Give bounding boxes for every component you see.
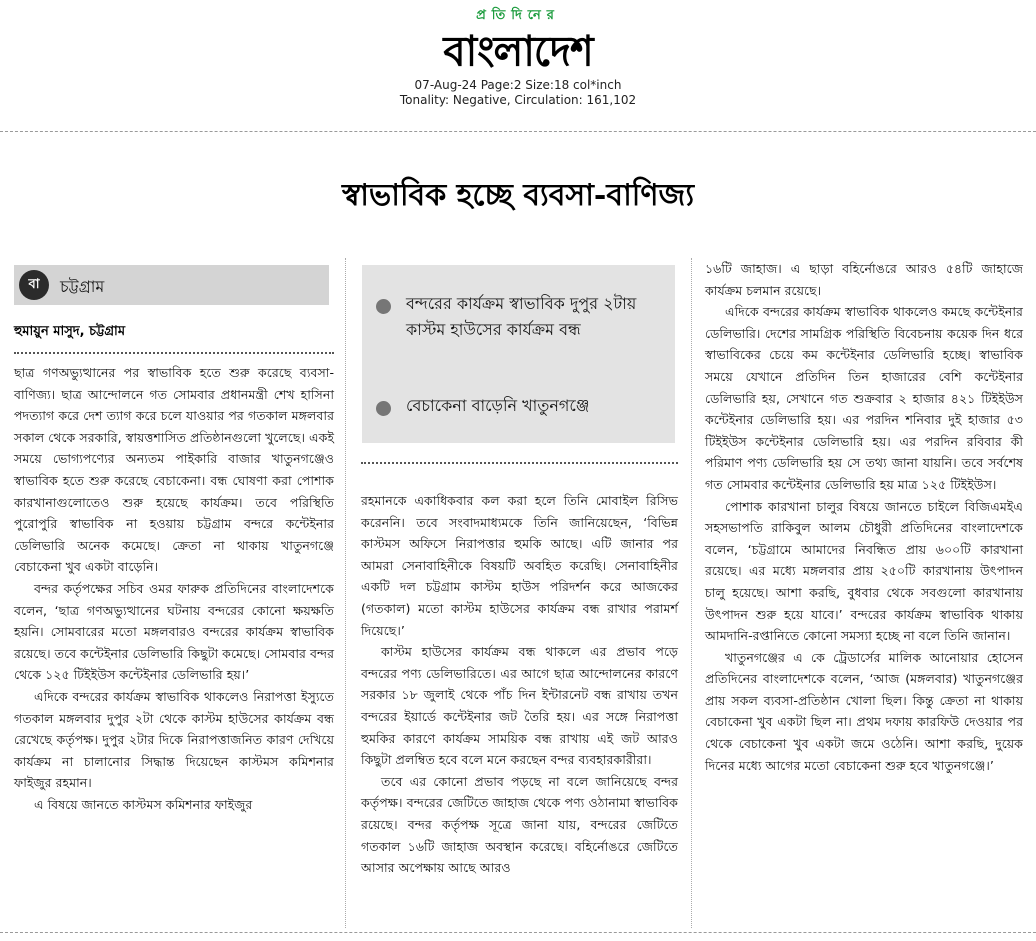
masthead — [0, 0, 1036, 112]
highlight-text: বন্দরের কার্যক্রম স্বাভাবিক দুপুর ২টায় কাস্টম হাউসের কার্যক্রম বন্ধ — [406, 294, 637, 339]
paragraph: কাস্টম হাউসের কার্যক্রম বন্ধ থাকলে এর প্রভাব পড়ে বন্দরের পণ্য ডেলিভারিতে। এর আগে ছাত্র আন্দোলনের কারণে সরকার ১৮ জুলাই থেকে পাঁচ দিন ইন্টারনেট বন্ধ রাখায় তখন বন্দরের ইয়ার্ডে কন্টেইনার জট তৈরি হয়। এর সঙ্গে নিরাপত্তা হুমকির কারণে কার্যক্রম সাময়িক বন্ধ রাখায় এই জট আরও কিছুটা প্রলম্বিত হবে বলে মনে করছেন বন্দর ব্যবহারকারীরা। — [361, 644, 678, 768]
paragraph: তবে এর কোনো প্রভাব পড়ছে না বলে জানিয়েছে বন্দর কর্তৃপক্ষ। বন্দরের জেটিতে জাহাজ থেকে পণ্য ওঠানামা স্বাভাবিক রয়েছে। বন্দর কর্তৃপক্ষ সূত্রে জানা যায়, বন্দরের জেটিতে গতকাল ১৬টি জাহাজ অবস্থান করেছে। বহির্নোঙরে জেটিতে আসার অপেক্ষায় আছে আরও — [361, 773, 678, 876]
paragraph: খাতুনগঞ্জের এ কে ট্রেডার্সের মালিক আনোয়ার হোসেন প্রতিদিনের বাংলাদেশকে বলেন, ‘আজ (মঙ্গলবার) খাতুনগঞ্জের প্রায় সকল ব্যবসা-প্রতিষ্ঠান খোলা ছিল। কিন্তু ক্রেতা না থাকায় বেচাকেনা খুব একটা ছিল না। প্রথম দফায় কারফিউ দেওয়ার পর থেকে বেচাকেনা খুব একটা জমে ওঠেনি। আশা করছি, দুয়েক দিনের মধ্যে আগের মতো বেচাকেনা শুরু হবে খাতুনগঞ্জে।’ — [705, 649, 1023, 773]
highlight-text: বেচাকেনা বাড়েনি খাতুনগঞ্জে — [406, 396, 590, 415]
article-column-3 — [705, 258, 1023, 776]
paragraph: রহমানকে একাধিকবার কল করা হলে তিনি মোবাইল রিসিভ করেননি। তবে সংবাদমাধ্যমকে তিনি জানিয়েছেন, ‘বিভিন্ন কাস্টমস অফিসে নিরাপত্তার হুমকি আছে। এটি জানার পর আমরা সেনাবাহিনীকে বিষয়টি অবহিত করেছি। সেনাবাহিনীর একটি দল চট্টগ্রাম কাস্টম হাউস পরিদর্শন করে আজকের (গতকাল) মতো কাস্টম হাউসের কার্যক্রম বন্ধ রাখার পরামর্শ দিয়েছে।’ — [361, 493, 678, 638]
paragraph: ছাত্র গণঅভ্যুত্থানের পর স্বাভাবিক হতে শুরু করেছে ব্যবসা-বাণিজ্য। ছাত্র আন্দোলনে গত সোমবার প্রধানমন্ত্রী শেখ হাসিনা পদত্যাগ করে দেশ ত্যাগ করে চলে যাওয়ার পর গতকাল মঙ্গলবার সকাল থেকে সরকারি, স্বায়ত্তশাসিত প্রতিষ্ঠানগুলো খুলেছে। একই সময়ে ভোগ্যপণ্যের অন্যতম পাইকারি বাজার খাতুনগঞ্জেও স্বাভাবিক হতে শুরু করেছে বেচাকেনা। বন্ধ ঘোষণা করা পোশাক কারখানাগুলোতেও শুরু হয়েছে কার্যক্রম। তবে পরিস্থিতি পুরোপুরি স্বাভাবিক না হওয়ায় চট্টগ্রাম বন্দরে কন্টেইনার ডেলিভারি অনেক কমেছে। ক্রেতা না থাকায় খাতুনগঞ্জে বেচাকেনা খুব একটা বাড়েনি। — [14, 365, 334, 575]
column-divider-2 — [691, 258, 692, 928]
dateline-badge: বা — [19, 270, 49, 300]
clip-meta-tonality: Tonality: Negative, Circulation: 161,102 — [399, 93, 637, 107]
bottom-divider — [0, 932, 1036, 933]
column-divider-1 — [345, 258, 346, 928]
byline: হুমায়ুন মাসুদ, চট্টগ্রাম — [14, 324, 126, 339]
highlights-divider — [361, 462, 678, 464]
paragraph: এদিকে বন্দরের কার্যক্রম স্বাভাবিক থাকলেও নিরাপত্তা ইস্যুতে গতকাল মঙ্গলবার দুপুর ২টা থেকে কাস্টম হাউসের কার্যক্রম বন্ধ রেখেছে কর্তৃপক্ষ। দুপুর ২টার দিকে নিরাপত্তাজনিত কারণ দেখিয়ে কার্যক্রম না চালানোর সিদ্ধান্ত দিয়েছেন কাস্টমস কমিশনার ফাইজুর রহমান। — [14, 688, 334, 791]
article-column-1 — [14, 362, 334, 815]
newspaper-kicker: প্রতিদিনের — [476, 8, 560, 23]
bullet-icon — [376, 299, 391, 314]
byline-divider — [14, 352, 334, 354]
top-divider — [0, 131, 1036, 132]
bullet-icon — [376, 401, 391, 416]
paragraph: এ বিষয়ে জানতে কাস্টমস কমিশনার ফাইজুর — [34, 796, 253, 812]
paragraph: এদিকে বন্দরের কার্যক্রম স্বাভাবিক থাকলেও কমছে কন্টেইনার ডেলিভারি। দেশের সামগ্রিক পরিস্থিতি বিবেচনায় কয়েক দিন ধরে স্বাভাবিকের চেয়ে কম কন্টেইনার ডেলিভারি হচ্ছে। স্বাভাবিক সময়ে যেখানে প্রতিদিন তিন হাজারের বেশি কন্টেইনার ডেলিভারি হয়, সেখানে গত শুক্রবার ২ হাজার ৪২১ টিইইউস কন্টেইনার ডেলিভারি হয়। এর পরদিন শনিবার দুই হাজার ৫৩ টিইইউস কন্টেইনার ডেলিভারি হয়। এর পরদিন রবিবার কী পরিমাণ পণ্য ডেলিভারি হয় সে তথ্য জানা যায়নি। তবে সর্বশেষ গত সোমবার কন্টেইনার ডেলিভারি হয় মাত্র ১২৫ টিইইউস। — [705, 304, 1023, 492]
dateline-bar — [14, 265, 329, 305]
article-headline: স্বাভাবিক হচ্ছে ব্যবসা-বাণিজ্য — [341, 178, 695, 213]
paragraph: পোশাক কারখানা চালুর বিষয়ে জানতে চাইলে বিজিএমইএ সহসভাপতি রাকিবুল আলম চৌধুরী প্রতিদিনের বাংলাদেশকে বলেন, ‘চট্টগ্রামে আমাদের নিবন্ধিত প্রায় ৬০০টি কারখানা রয়েছে। এর মধ্যে মঙ্গলবার প্রায় ২৫০টি কারখানায় উৎপাদন চালু হয়েছে। আশা করছি, বুধবার থেকে সবগুলো কারখানায় উৎপাদন শুরু হয়ে যাবে।’ বন্দরের কার্যক্রম স্বাভাবিক থাকায় আমদানি-রপ্তানিতে কোনো সমস্যা হচ্ছে না বলে তিনি জানান। — [705, 498, 1023, 644]
paragraph: বন্দর কর্তৃপক্ষের সচিব ওমর ফারুক প্রতিদিনের বাংলাদেশকে বলেন, ‘ছাত্র গণঅভ্যুত্থানের ঘটনায় বন্দরের কোনো ক্ষয়ক্ষতি হয়নি। সোমবারের মতো মঙ্গলবারও বন্দরের কার্যক্রম স্বাভাবিক রয়েছে। তবে কন্টেইনার ডেলিভারি কিছুটা কমেছে। সোমবার বন্দর থেকে ১২৫ টিইইউস কন্টেইনার ডেলিভারি হয়।’ — [14, 580, 334, 683]
article-column-2 — [361, 490, 678, 879]
highlights-box — [362, 265, 675, 443]
dateline-location: চট্টগ্রাম — [60, 277, 105, 296]
paragraph: ১৬টি জাহাজ। এ ছাড়া বহির্নোঙরে আরও ৫৪টি জাহাজে কার্যক্রম চলমান রয়েছে। — [705, 261, 1023, 298]
clip-meta-date-size: 07-Aug-24 Page:2 Size:18 col*inch — [414, 78, 622, 92]
newspaper-logo: বাংলাদেশ — [443, 26, 593, 77]
